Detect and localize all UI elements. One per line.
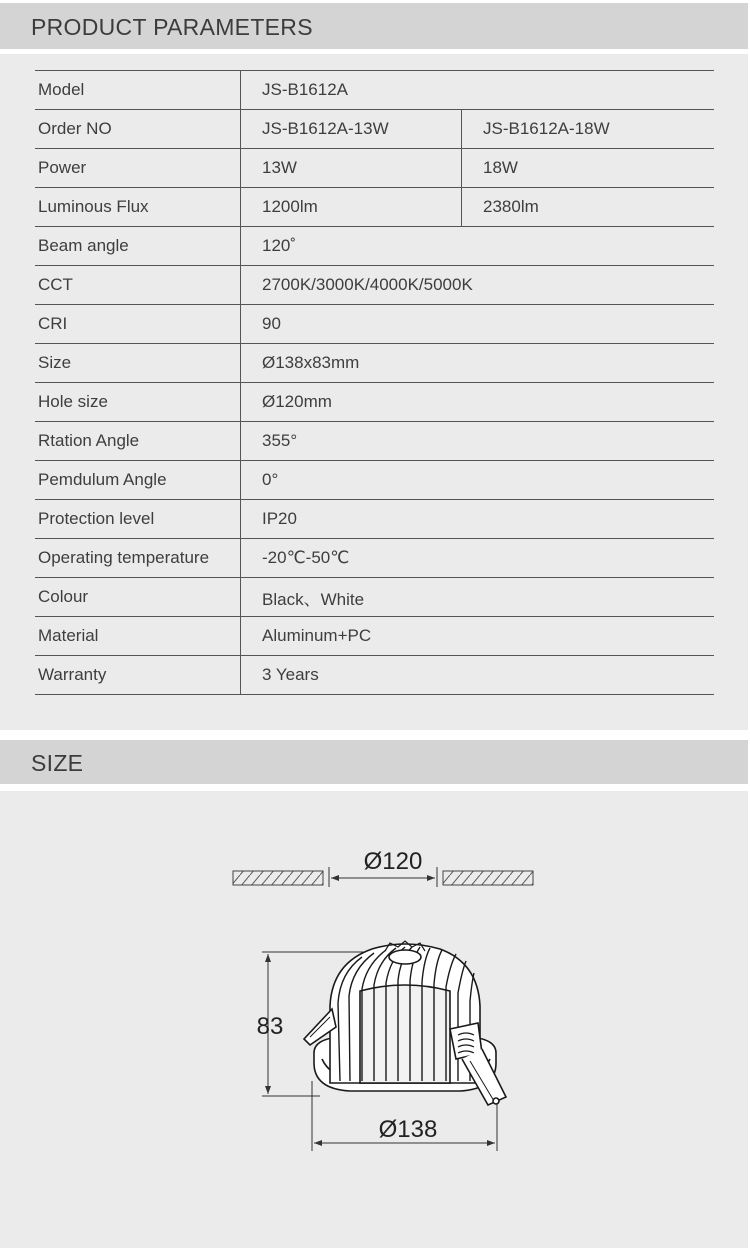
param-label: Colour — [35, 578, 241, 617]
size-title: SIZE — [31, 750, 84, 776]
param-label: Power — [35, 149, 241, 188]
param-row — [35, 539, 714, 578]
param-label: Pemdulum Angle — [35, 461, 241, 500]
size-header — [0, 740, 748, 784]
ceiling-hatch-right — [443, 871, 533, 885]
param-value: JS-B1612A-18W — [462, 110, 715, 149]
param-row — [35, 188, 714, 227]
product-parameters-header — [0, 3, 748, 49]
param-value: JS-B1612A — [241, 71, 715, 110]
param-value: 3 Years — [241, 656, 715, 695]
param-value: Aluminum+PC — [241, 617, 715, 656]
param-row — [35, 617, 714, 656]
param-label: CCT — [35, 266, 241, 305]
product-parameters-title: PRODUCT PARAMETERS — [31, 14, 313, 40]
param-label: Beam angle — [35, 227, 241, 266]
size-diagram — [0, 791, 748, 1248]
param-value: 120˚ — [241, 227, 715, 266]
param-label: Protection level — [35, 500, 241, 539]
param-value: Black、White — [241, 578, 715, 617]
height-dimension-label: 83 — [256, 1013, 284, 1040]
param-label: Order NO — [35, 110, 241, 149]
param-value: IP20 — [241, 500, 715, 539]
param-label: Luminous Flux — [35, 188, 241, 227]
param-row — [35, 344, 714, 383]
param-label: Rtation Angle — [35, 422, 241, 461]
param-label: Size — [35, 344, 241, 383]
param-value: 0° — [241, 461, 715, 500]
param-label: CRI — [35, 305, 241, 344]
param-value: -20℃-50℃ — [241, 539, 715, 578]
param-label: Model — [35, 71, 241, 110]
param-value: 2380lm — [462, 188, 715, 227]
ceiling-hatch-left — [233, 871, 323, 885]
param-label: Operating temperature — [35, 539, 241, 578]
param-value: 13W — [241, 149, 462, 188]
param-row — [35, 305, 714, 344]
param-value: Ø120mm — [241, 383, 715, 422]
param-row — [35, 227, 714, 266]
param-value: 90 — [241, 305, 715, 344]
param-row — [35, 71, 714, 110]
param-row — [35, 578, 714, 617]
param-value: 355° — [241, 422, 715, 461]
param-value: 2700K/3000K/4000K/5000K — [241, 266, 715, 305]
downlight-illustration — [304, 941, 506, 1105]
param-row — [35, 266, 714, 305]
diameter-dimension-label: Ø138 — [378, 1116, 438, 1143]
param-row — [35, 656, 714, 695]
param-row — [35, 383, 714, 422]
param-value: JS-B1612A-13W — [241, 110, 462, 149]
param-value: 18W — [462, 149, 715, 188]
param-value: Ø138x83mm — [241, 344, 715, 383]
param-row — [35, 149, 714, 188]
parameters-table — [35, 70, 714, 695]
param-value: 1200lm — [241, 188, 462, 227]
param-row — [35, 461, 714, 500]
param-row — [35, 422, 714, 461]
param-row — [35, 110, 714, 149]
hole-dimension-label: Ø120 — [363, 848, 423, 875]
param-label: Warranty — [35, 656, 241, 695]
param-label: Hole size — [35, 383, 241, 422]
param-label: Material — [35, 617, 241, 656]
param-row — [35, 500, 714, 539]
